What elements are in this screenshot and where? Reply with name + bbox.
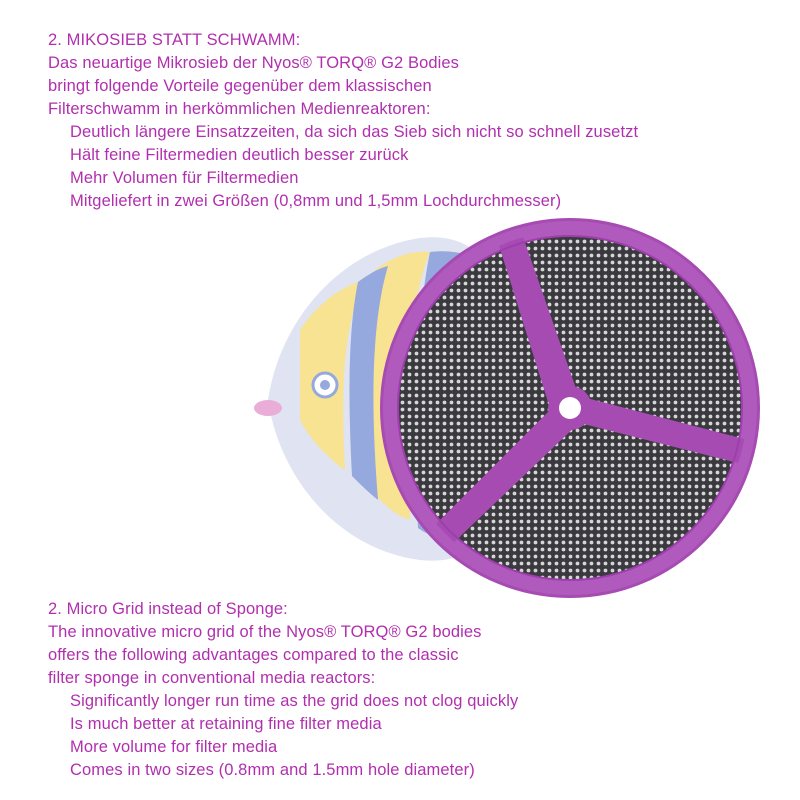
german-heading: 2. MIKOSIEB STATT SCHWAMM: — [48, 31, 301, 49]
german-intro-line: bringt folgende Vorteile gegenüber dem klassischen — [48, 77, 432, 95]
german-intro-line: Das neuartige Mikrosieb der Nyos® TORQ® G2 Bodies — [48, 54, 460, 72]
german-bullet: Hält feine Filtermedien deutlich besser zurück — [70, 146, 409, 164]
english-intro-line: offers the following advantages compared to the classic — [48, 646, 459, 664]
micro-grid-disc — [380, 218, 760, 598]
english-intro-line: filter sponge in conventional media reactors: — [48, 669, 376, 687]
english-bullet: Significantly longer run time as the grid does not clog quickly — [70, 692, 519, 710]
german-bullet: Mitgeliefert in zwei Größen (0,8mm und 1,5mm Lochdurchmesser) — [70, 192, 562, 210]
english-bullet: Is much better at retaining fine filter media — [70, 715, 382, 733]
english-heading: 2. Micro Grid instead of Sponge: — [48, 600, 288, 618]
german-section — [48, 29, 638, 213]
german-bullet: Mehr Volumen für Filtermedien — [70, 169, 299, 187]
english-bullet: More volume for filter media — [70, 738, 278, 756]
english-bullet: Comes in two sizes (0.8mm and 1.5mm hole diameter) — [70, 761, 475, 779]
german-bullet: Deutlich längere Einsatzzeiten, da sich das Sieb sich nicht so schnell zusetzt — [70, 123, 639, 141]
german-intro-line: Filterschwamm in herkömmlichen Medienreaktoren: — [48, 100, 431, 118]
english-section — [48, 598, 518, 782]
english-intro-line: The innovative micro grid of the Nyos® TORQ® G2 bodies — [48, 623, 482, 641]
